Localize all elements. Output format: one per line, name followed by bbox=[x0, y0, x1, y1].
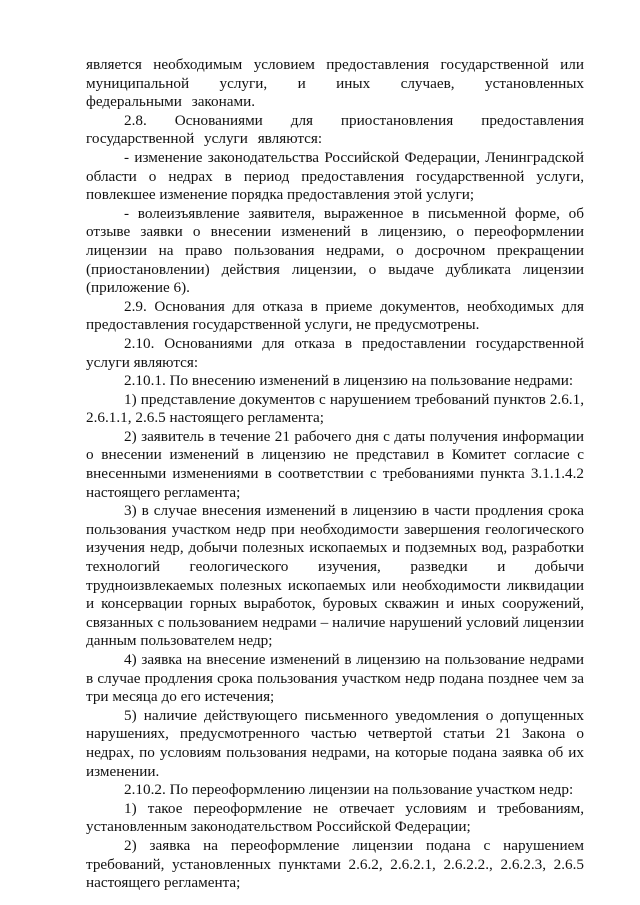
paragraph-2-10-1-item-2: 2) заявитель в течение 21 рабочего дня с даты получения информации о внесении изменений в лицензию не представил в Комитет согласие с внесенными изменениями в соответствии с требованиями пункта 3.1.1.4.2 настоящего регламента; bbox=[86, 427, 584, 501]
paragraph-2-10-2: 2.10.2. По переоформлению лицензии на пользование участком недр: bbox=[124, 781, 574, 799]
paragraph-2-10-1-item-3: 3) в случае внесения изменений в лицензию в части продления срока пользования участком недр при необходимости завершения геологического изучения недр, добычи полезных ископаемых и подземных вод, разработки технологий геологического изучения, разведки и добычи трудноизвлекаемых полезных ископаемых или необходимости ликвидации и консервации горных выработок, буровых скважин и иных сооружений, связанных с пользованием недрами – наличие нарушений условий лицензии данным пользователем недр; bbox=[86, 502, 584, 650]
paragraph-2-10-1-item-5: 5) наличие действующего письменного уведомления о допущенных нарушениях, предусмотренного частью четвертой статьи 21 Закона о недрах, по условиям пользования недрами, на которые подана заявка об их изменении. bbox=[86, 706, 584, 780]
paragraph-2-8-item-2: - волеизъявление заявителя, выраженное в письменной форме, об отзыве заявки о внесении изменений в лицензию, о переоформлении лицензии на право пользования недрами, о досрочном прекращении (приостановлении) действия лицензии, о выдаче дубликата лицензии (приложение 6). bbox=[86, 204, 584, 297]
paragraph-2-10-2-item-1: 1) такое переоформление не отвечает условиям и требованиям, установленным законодательством Российской Федерации; bbox=[86, 799, 584, 836]
paragraph-2-10-1-item-1: 1) представление документов с нарушением требований пунктов 2.6.1, 2.6.1.1, 2.6.5 настоящего регламента; bbox=[86, 390, 584, 427]
paragraph-2-10-1-item-4: 4) заявка на внесение изменений в лицензию на пользование недрами в случае продления срока пользования участком недр подана позднее чем за три месяца до его истечения; bbox=[86, 651, 584, 706]
paragraph-2-10-2-item-2: 2) заявка на переоформление лицензии подана с нарушением требований, установленных пунктами 2.6.2, 2.6.2.1, 2.6.2.2., 2.6.2.3, 2.6.5 настоящего регламента; bbox=[86, 836, 584, 892]
paragraph-2-10: 2.10. Основаниями для отказа в предоставлении государственной услуги являются: bbox=[86, 334, 584, 371]
paragraph-2-9: 2.9. Основания для отказа в приеме документов, необходимых для предоставления государственной услуги, не предусмотрены. bbox=[86, 297, 584, 334]
paragraph-2-8: 2.8. Основаниями для приостановления предоставления государственной услуги являются: bbox=[86, 111, 584, 148]
paragraph-2-8-item-1: - изменение законодательства Российской Федерации, Ленинградской области о недрах в период предоставления государственной услуги, повлекшее изменение порядка предоставления этой услуги; bbox=[86, 148, 584, 204]
paragraph-2-10-1: 2.10.1. По внесению изменений в лицензию на пользование недрами: bbox=[124, 372, 574, 390]
paragraph-continuation: является необходимым условием предоставления государственной или муниципальной услуги, и иных случаев, установленных федеральными законами. bbox=[86, 56, 584, 111]
